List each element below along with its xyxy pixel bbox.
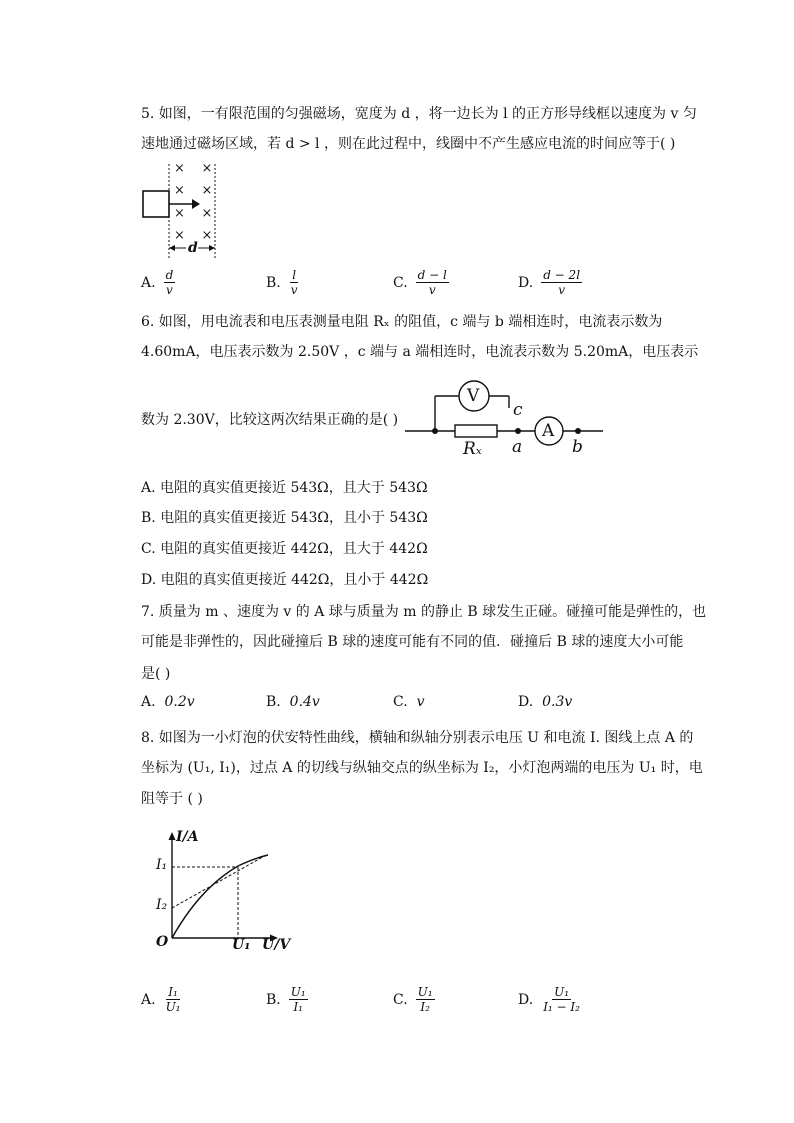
- field-x-row4: × ×: [174, 228, 213, 243]
- q5-option-d[interactable]: D. $\frac{d - 2l}{v}$: [518, 268, 581, 297]
- q8-text-line2: 坐标为 (U₁, I₁)，过点 A 的切线与纵轴交点的纵坐标为 I₂，小灯泡两端的电压为 U₁ 时，电: [141, 760, 703, 776]
- q6-option-b[interactable]: B. 电阻的真实值更接近 543Ω，且小于 543Ω: [141, 510, 428, 526]
- q5-option-b[interactable]: B. $\frac{l}{v}$: [266, 268, 298, 297]
- x-axis-label: U/V: [262, 937, 291, 953]
- q5-text-line2: 速地通过磁场区域，若 d > l ，则在此过程中，线圈中不产生感应电流的时间应等于( ): [141, 136, 676, 152]
- q5-option-a[interactable]: A. $\frac{d}{v}$: [141, 268, 174, 297]
- point-a-label: a: [512, 437, 523, 457]
- q8-option-c[interactable]: C. $\frac{\text{U₁}}{\text{I₂}}$: [393, 985, 433, 1014]
- q7-option-a[interactable]: A. 0.2v: [141, 694, 195, 710]
- field-width-label: d: [188, 240, 198, 256]
- y-axis-label: I/A: [176, 829, 199, 845]
- point-c-label: c: [513, 400, 523, 420]
- origin-label: O: [156, 934, 169, 950]
- field-x-row3: × ×: [174, 206, 213, 221]
- u1-label: U₁: [232, 937, 251, 953]
- q8-option-b[interactable]: B. $\frac{\text{U₁}}{\text{I₁}}$: [266, 985, 306, 1014]
- q7-text-line1: 7. 质量为 m 、速度为 v 的 A 球与质量为 m 的静止 B 球发生正碰。碰撞可能是弹性的，也: [141, 604, 707, 620]
- q6-option-a[interactable]: A. 电阻的真实值更接近 543Ω，且大于 543Ω: [141, 480, 428, 496]
- q5-text-line1: 5. 如图，一有限范围的匀强磁场，宽度为 d ，将一边长为 l 的正方形导线框以速度为 v 匀: [141, 106, 697, 122]
- i1-label: I₁: [156, 857, 168, 873]
- q8-option-d[interactable]: D. $\frac{\text{U₁}}{\text{I₁ − I₂}}$: [518, 985, 580, 1014]
- q8-option-a[interactable]: A. $\frac{\text{I₁}}{\text{U₁}}$: [141, 985, 181, 1014]
- q6-option-c[interactable]: C. 电阻的真实值更接近 442Ω，且大于 442Ω: [141, 541, 428, 557]
- q6-text-line2: 4.60mA，电压表示数为 2.50V ，c 端与 a 端相连时，电流表示数为 5.20mA，电压表示: [141, 344, 699, 360]
- q7-option-d[interactable]: D. 0.3v: [518, 694, 573, 710]
- q7-option-b[interactable]: B. 0.4v: [266, 694, 320, 710]
- q7-text-line2: 可能是非弹性的，因此碰撞后 B 球的速度可能有不同的值．碰撞后 B 球的速度大小可能: [141, 634, 684, 650]
- q8-text-line1: 8. 如图为一小灯泡的伏安特性曲线，横轴和纵轴分别表示电压 U 和电流 I. 图线上点 A 的: [141, 730, 694, 746]
- q8-text-line3: 阻等于 ( ): [141, 791, 203, 807]
- q6-option-d[interactable]: D. 电阻的真实值更接近 442Ω，且小于 442Ω: [141, 572, 429, 588]
- field-x-row1: × ×: [174, 161, 213, 176]
- field-x-row2: × ×: [174, 183, 213, 198]
- q5-option-c[interactable]: C. $\frac{d - l}{v}$: [393, 268, 447, 297]
- q7-option-c[interactable]: C. v: [393, 694, 425, 710]
- q6-text-line3: 数为 2.30V，比较这两次结果正确的是( ): [141, 412, 399, 428]
- q6-text-line1: 6. 如图，用电流表和电压表测量电阻 Rₓ 的阻值，c 端与 b 端相连时，电流表示数为: [141, 314, 663, 330]
- point-b-label: b: [572, 437, 583, 457]
- resistor-label: Rₓ: [463, 439, 482, 459]
- q7-text-line3: 是( ): [141, 666, 171, 682]
- iv-curve-graph: [160, 830, 290, 950]
- i2-label: I₂: [156, 897, 168, 913]
- voltmeter-label: V: [467, 386, 480, 406]
- ammeter-label: A: [542, 421, 555, 441]
